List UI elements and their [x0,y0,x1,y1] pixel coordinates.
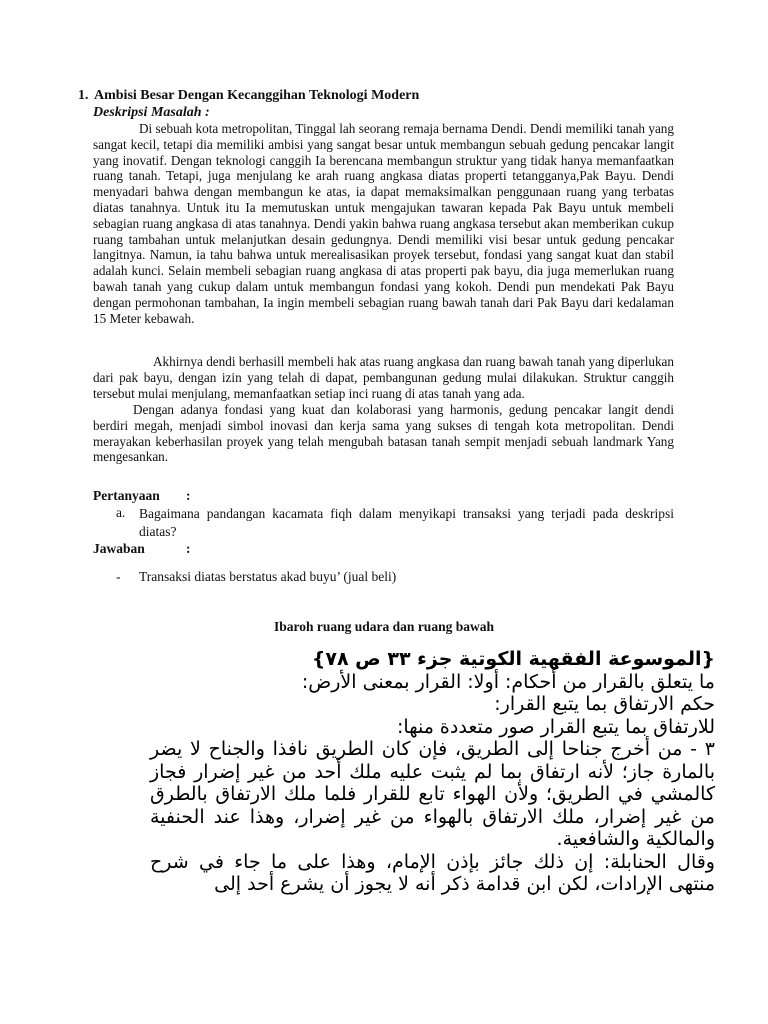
question-marker: a. [116,505,126,520]
question-label: Pertanyaan [93,488,160,503]
question-text: Bagaimana pandangan kacamata fiqh dalam menyikapi transaksi yang terjadi pada deskripsi diatas? [139,506,674,539]
arabic-quote-block [150,648,715,896]
question-colon: : [186,488,191,503]
arabic-source-reference: {الموسوعة الفقهية الكوتية جزء ٣٣ ص ٧٨} [311,648,715,670]
ibaroh-heading: Ibaroh ruang udara dan ruang bawah [274,619,494,634]
answer-label-row [93,541,191,557]
question-label-row [93,488,191,504]
arabic-line: للارتفاق بما يتبع القرار صور متعددة منها: [397,715,715,738]
description-paragraph-3: Dengan adanya fondasi yang kuat dan kolaborasi yang harmonis, gedung pencakar langit dendi berdiri megah, menjadi simbol inovasi dan kerja sama yang sukses di tengah kota metropolitan. Dendi merayakan keberhasilan proyek yang telah mengubah batasan tanah sempit menjadi sebuah landmark Yang mengesankan. [93,402,674,465]
section-subtitle: Deskripsi Masalah : [93,105,210,120]
section-title-text: Ambisi Besar Dengan Kecanggihan Teknologi Modern [94,88,420,103]
arabic-line: حكم الارتفاق بما يتبع القرار: [494,693,715,715]
answer-marker: - [116,569,121,584]
arabic-line: ما يتعلق بالقرار من أحكام: أولا: القرار بمعنى الأرض: [301,670,715,693]
answer-label: Jawaban [93,541,145,556]
arabic-paragraph: ٣ - من أخرج جناحا إلى الطريق، فإن كان الطريق نافذا والجناح لا يضر بالمارة جاز؛ لأنه ارتفاق بما لم يثبت عليه ملك أحد من غير إضرار فجاز كالمشي في الطريق؛ ولأن الهواء تابع للقرار فلما ملك الارتفاق بالطرق من غير إضرار، ملك الارتفاق بالهواء من غير إضرار، وهذا عند الحنفية والمالكية والشافعية. [150,738,715,850]
description-paragraph-2: Akhirnya dendi berhasill membeli hak atas ruang angkasa dan ruang bawah tanah yang diperlukan dari pak bayu, dengan izin yang telah di dapat, pembangunan gedung mulai dilakukan. Struktur canggih tersebut mulai menjulang, memanfaatkan setiap inci ruang di atas tanah yang ada. [93,354,674,401]
section-number: 1. [78,88,89,103]
description-paragraph-1: Di sebuah kota metropolitan, Tinggal lah seorang remaja bernama Dendi. Dendi memiliki tanah yang sangat kecil, tetapi dia memiliki ambisi yang sangat besar untuk membangun sebuah gedung pencakar langit yang inovatif. Dengan teknologi canggih Ia berencana membangun struktur yang tidak hanya memanfaatkan ruang tanah. Tetapi, juga menjulang ke arah ruang angkasa diatas properti tetangganya,Pak Bayu. Dendi menyadari bahwa dengan membangun ke atas, ia dapat memaksimalkan penggunaan ruang yang terbatas diatas tanahnya. Untuk itu Ia memutuskan untuk mengajukan tawaran kepada Pak Bayu untuk membeli sebagian ruang angkasa di atas tanahnya. Dendi yakin bahwa ruang angkasa tersebut akan memberikan cukup ruang tambahan untuk melanjutkan desain gedungnya. Dendi memiliki visi besar untuk gedung pencakar langitnya. Namun, ia tahu bahwa untuk merealisasikan proyek tersebut, fondasi yang sangat kuat dan stabil adalah kunci. Selain membeli sebagian ruang angkasa di atas properti pak bayu, dia juga memerlukan ruang bawah tanah yang cukup dalam untuk membangun fondasi yang kokoh. Dendi pun mendekati Pak Bayu dengan permohonan tambahan, Ia ingin membeli sebagian ruang bawah tanah dari Pak Bayu dari kedalaman 15 Meter kebawah. [93,121,674,326]
section-title [78,88,419,104]
arabic-paragraph: وقال الحنابلة: إن ذلك جائز بإذن الإمام، وهذا على ما جاء في شرح منتهى الإرادات، لكن ابن قدامة ذكر أنه لا يجوز أن يشرع أحد إلى [150,850,715,895]
answer-colon: : [186,541,191,556]
answer-text: Transaksi diatas berstatus akad buyu’ (jual beli) [139,569,397,584]
